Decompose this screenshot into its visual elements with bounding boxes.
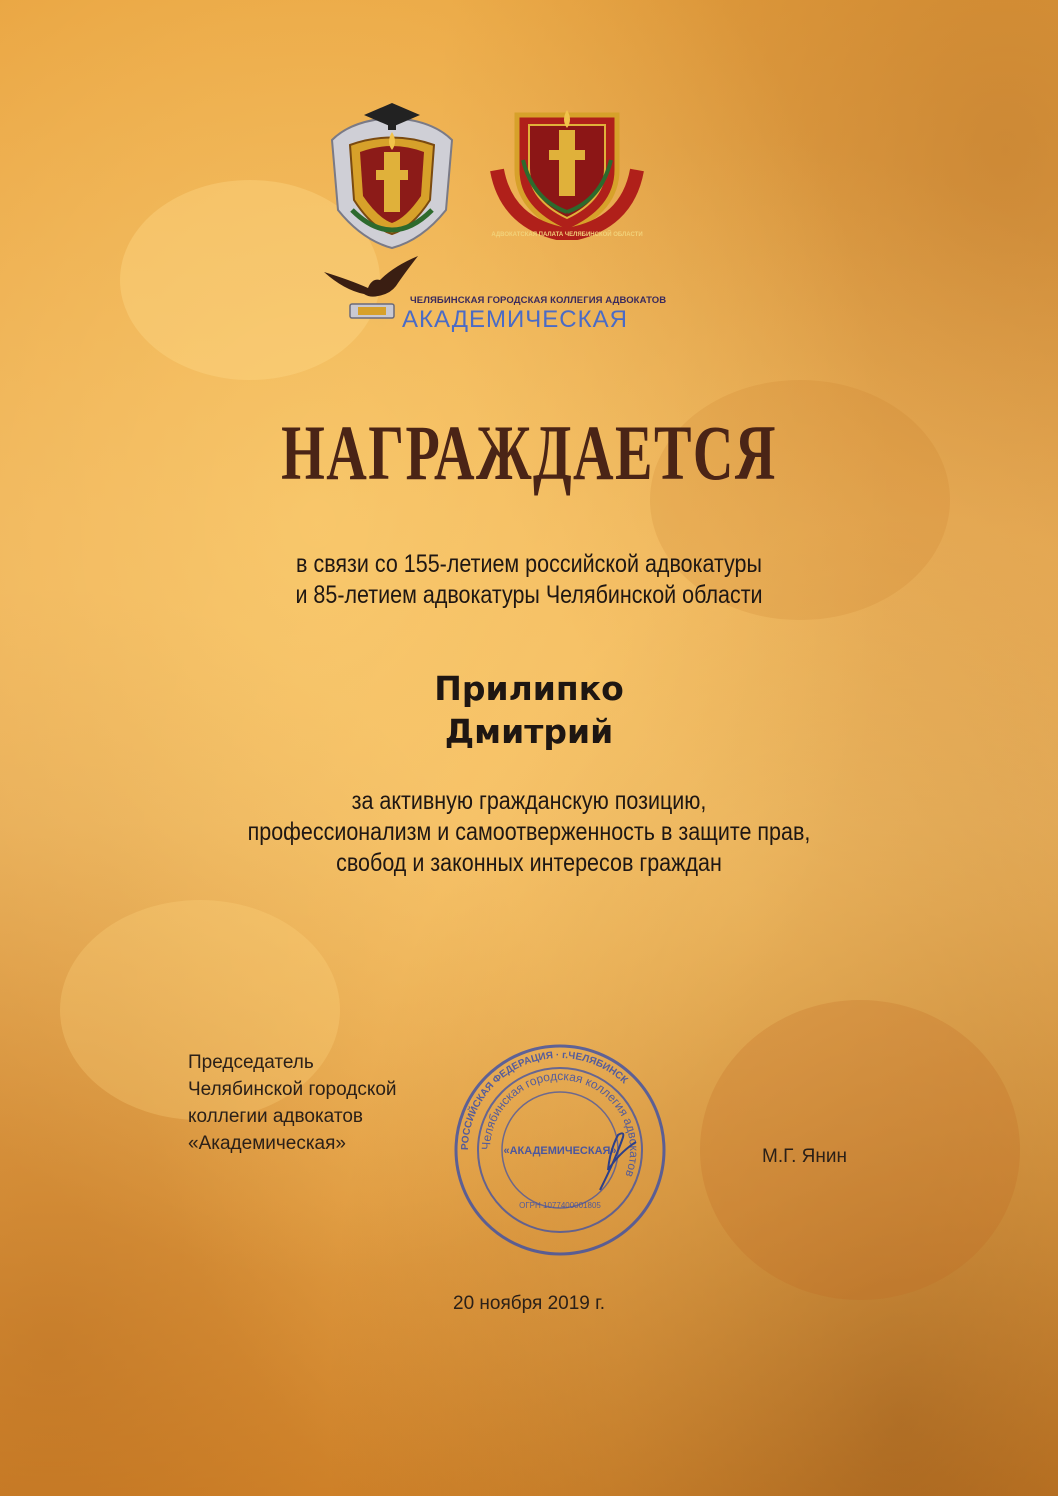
signer-position-line: Челябинской городской xyxy=(188,1079,397,1100)
college-logo xyxy=(320,252,667,333)
seal-ogrn: ОГРН 1077400001805 xyxy=(519,1201,601,1210)
award-merit xyxy=(0,786,1058,879)
certificate-title: НАГРАЖДАЕТСЯ xyxy=(281,409,777,496)
merit-line: профессионализм и самоотверженность в защите прав, xyxy=(247,818,811,846)
signer-position-line: «Академическая» xyxy=(188,1133,346,1154)
recipient-name xyxy=(0,667,1058,753)
merit-line: за активную гражданскую позицию, xyxy=(351,787,707,815)
seal-center-text: «АКАДЕМИЧЕСКАЯ» xyxy=(503,1145,617,1157)
college-shield-emblem xyxy=(322,100,462,250)
certificate-date: 20 ноября 2019 г. xyxy=(453,1293,605,1314)
recipient-surname: Прилипко xyxy=(434,669,624,708)
merit-line: свобод и законных интересов граждан xyxy=(336,849,722,877)
svg-text:АДВОКАТСКАЯ ПАЛАТА ЧЕЛЯБИНСКОЙ: АДВОКАТСКАЯ ПАЛАТА ЧЕЛЯБИНСКОЙ ОБЛАСТИ xyxy=(491,232,643,238)
official-seal xyxy=(450,1040,670,1260)
paper-texture xyxy=(700,1000,1020,1300)
signer-position-line: коллегии адвокатов xyxy=(188,1106,363,1127)
signer-name: М.Г. Янин xyxy=(762,1146,847,1167)
award-reason xyxy=(0,549,1058,611)
seal-inner-text: Челябинская городская коллегия адвокатов xyxy=(478,1068,642,1179)
reason-line: и 85-летием адвокатуры Челябинской области xyxy=(295,581,763,609)
recipient-first-name: Дмитрий xyxy=(444,712,614,751)
reason-line: в связи со 155-летием российской адвокатуры xyxy=(296,550,762,578)
college-full-name: ЧЕЛЯБИНСКАЯ ГОРОДСКАЯ КОЛЛЕГИЯ АДВОКАТОВ xyxy=(410,295,667,306)
signer-position xyxy=(188,1049,397,1157)
college-short-name: АКАДЕМИЧЕСКАЯ xyxy=(402,306,628,333)
chamber-emblem xyxy=(487,100,647,240)
seal-outer-text: РОССИЙСКАЯ ФЕДЕРАЦИЯ · г.ЧЕЛЯБИНСК xyxy=(459,1049,630,1151)
signer-position-line: Председатель xyxy=(188,1052,314,1073)
